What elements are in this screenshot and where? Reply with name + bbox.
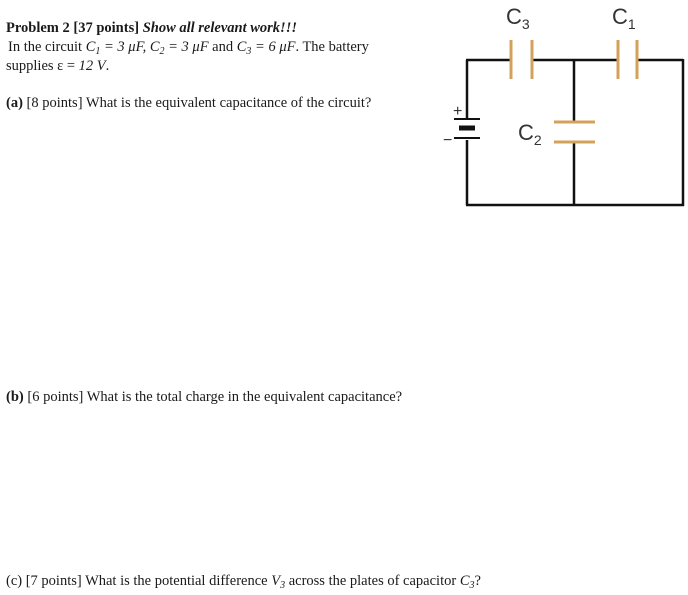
intro-tail: . The battery [295, 39, 369, 55]
battery-minus-sign: − [443, 132, 453, 149]
battery [454, 119, 480, 138]
supplies-prefix: supplies ε = [6, 58, 79, 74]
c1-label-sub: 1 [627, 16, 636, 32]
c3-label [506, 4, 530, 32]
c3-name: C [236, 39, 247, 55]
part-c-mid: across the plates of capacitor [285, 573, 460, 589]
heading-title: Problem 2 [37 points] [6, 20, 140, 36]
c2-name: C [149, 39, 160, 55]
part-c-end: ? [474, 573, 481, 589]
c2-label [518, 120, 542, 148]
intro-and: and [208, 39, 237, 55]
c2-label-letter: C [518, 120, 534, 145]
capacitor-c2 [554, 122, 595, 142]
c1-label-letter: C [612, 4, 628, 29]
c2-label-sub: 2 [533, 132, 542, 148]
c1-subscript: 1 [95, 46, 101, 57]
c1-name: C [85, 39, 96, 55]
supplies-end: . [105, 58, 110, 74]
emf-value: 12 V [78, 58, 106, 74]
battery-plus-sign: + [453, 103, 463, 120]
part-b-label: (b) [6, 389, 24, 405]
c3-label-letter: C [506, 4, 522, 29]
c2-value: = 3 μF [164, 39, 209, 55]
part-c-cap-sub: 3 [469, 580, 475, 591]
capacitor-c3 [511, 40, 532, 79]
heading-instruction: Show all relevant work!!! [142, 20, 297, 36]
c3-subscript: 3 [246, 46, 252, 57]
part-c-cap: C [459, 573, 470, 589]
c3-label-sub: 3 [521, 16, 530, 32]
part-a-label: (a) [6, 95, 23, 111]
part-b-text: [6 points] What is the total charge in the equivalent capacitance? [23, 389, 403, 405]
part-a-text: [8 points] What is the equivalent capacitance of the circuit? [22, 95, 372, 111]
part-c-label: (c) [7 points] What is the potential difference [6, 573, 272, 589]
part-c-voltage-var: V [271, 573, 281, 589]
c1-value: = 3 μF, [100, 39, 150, 55]
part-c-voltage-sub: 3 [280, 580, 286, 591]
circuit-wires [466, 59, 684, 206]
intro-prefix: In the circuit [8, 39, 86, 55]
capacitor-c1 [618, 40, 637, 79]
c3-value: = 6 μF [251, 39, 296, 55]
c1-label [612, 4, 636, 32]
c2-subscript: 2 [159, 46, 165, 57]
